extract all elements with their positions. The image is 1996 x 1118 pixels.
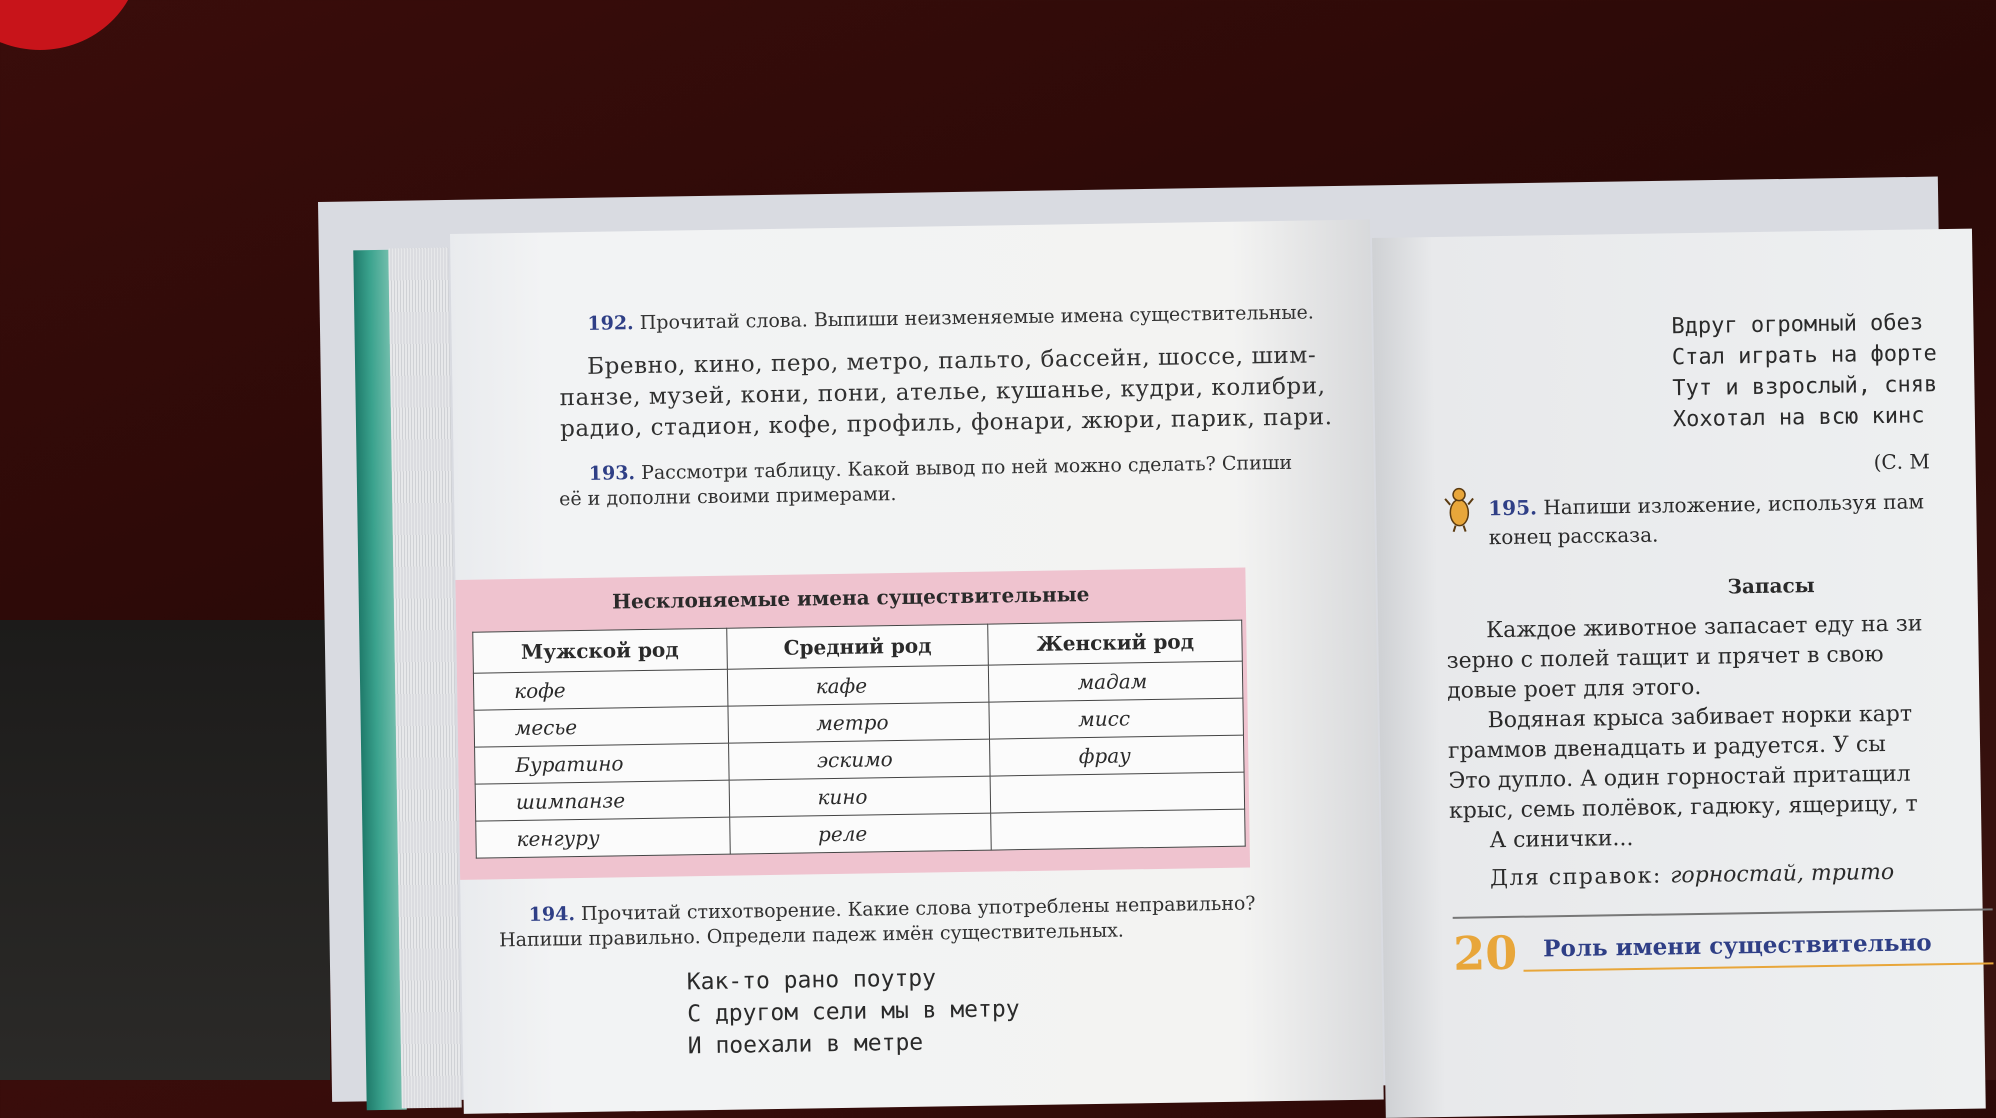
story-line: граммов двенадцать и радуется. У сы <box>1447 731 1886 764</box>
mascot-icon <box>1444 482 1475 532</box>
reference-words: горностай, трито <box>1670 859 1895 889</box>
table-panel <box>455 568 1250 880</box>
ex193-text-line-2: её и дополни своими примерами. <box>559 483 897 511</box>
reference-line <box>1490 858 1894 894</box>
poem-line: Тут и взрослый, сняв <box>1672 372 1938 402</box>
section-divider <box>1453 908 1993 918</box>
left-page <box>450 220 1384 1114</box>
story-line: крыс, семь полёвок, гадюку, ящерицу, т <box>1448 791 1918 824</box>
poem-line: Стал играть на форте <box>1671 341 1937 371</box>
ex195-number: 195. <box>1488 495 1538 521</box>
poem-line: Вдруг огромный обез <box>1671 310 1924 340</box>
story-line: довые роет для этого. <box>1446 674 1702 704</box>
ex195-text-line-2: конец рассказа. <box>1488 522 1659 550</box>
ex192-words-line-2: панзе, музей, кони, пони, ателье, кушанье, кудри, колибри, <box>559 373 1326 412</box>
cell-feminine: мадам <box>989 661 1243 702</box>
cell-neuter: реле <box>729 813 991 854</box>
story-line: А синички... <box>1489 825 1634 854</box>
red-object <box>0 0 140 50</box>
header-feminine: Женский род <box>988 620 1242 665</box>
ex192-words-line-3: радио, стадион, кофе, профиль, фонари, жюри, парик, пари. <box>559 404 1333 443</box>
cell-masculine: месье <box>474 706 728 747</box>
section-number: 20 <box>1452 925 1518 981</box>
nouns-table <box>472 620 1245 859</box>
ex192-words-line-1: Бревно, кино, перо, метро, пальто, бассейн, шоссе, шим- <box>586 342 1317 380</box>
poem-attribution: (С. М <box>1873 449 1931 475</box>
table-title: Несклоняемые имена существительные <box>611 582 1090 614</box>
cell-neuter: метро <box>728 702 990 743</box>
poem-line: Как-то рано поутру <box>686 965 937 996</box>
ex192-words <box>559 340 1333 445</box>
ex193-instruction <box>559 451 1293 512</box>
ex194-number: 194. <box>528 903 576 926</box>
cell-neuter: кафе <box>727 665 989 706</box>
story-line: зерно с полей тащит и прячет в свою <box>1446 642 1884 674</box>
header-masculine: Мужской род <box>473 628 727 673</box>
cell-masculine: кенгуру <box>476 817 730 858</box>
ex192-instruction <box>587 300 1314 336</box>
story-text <box>1446 609 1926 856</box>
poem-line: И поехали в метре <box>687 1029 924 1060</box>
right-poem <box>1671 307 1938 435</box>
cell-neuter: кино <box>729 776 991 817</box>
cell-feminine <box>991 809 1245 850</box>
story-line: Водяная крыса забивает норки карт <box>1487 701 1913 734</box>
section-title: Роль имени существительно <box>1542 929 1932 963</box>
ex194-text-line-2: Напиши правильно. Определи падеж имён существительных. <box>498 919 1125 952</box>
ex193-number: 193. <box>588 462 636 485</box>
ex192-text: Прочитай слова. Выпиши неизменяемые имена существительные. <box>639 301 1315 335</box>
ex194-instruction <box>499 891 1257 953</box>
story-line: Это дупло. А один горностай притащил <box>1448 761 1911 794</box>
cell-feminine <box>991 772 1245 813</box>
ex195-instruction <box>1488 487 1925 552</box>
poem-line: С другом сели мы в метру <box>687 996 1020 1028</box>
story-title: Запасы <box>1727 573 1815 599</box>
cell-neuter: эскимо <box>728 739 990 780</box>
cell-masculine: шимпанзе <box>475 780 729 821</box>
header-neuter: Средний род <box>726 624 989 669</box>
ex194-text-line-1: Прочитай стихотворение. Какие слова употреблены неправильно? <box>580 892 1256 926</box>
cell-masculine: Буратино <box>475 743 729 784</box>
cell-feminine: мисс <box>989 698 1243 739</box>
story-line: Каждое животное запасает еду на зи <box>1485 611 1923 644</box>
right-page <box>1372 229 1986 1118</box>
ex194-poem <box>687 961 1021 1062</box>
ex193-text-line-1: Рассмотри таблицу. Какой вывод по ней можно сделать? Спиши <box>640 451 1293 485</box>
ex192-number: 192. <box>587 312 634 335</box>
poem-line: Хохотал на всю кинс <box>1672 403 1925 433</box>
ex195-text-line-1: Напиши изложение, используя пам <box>1543 489 1925 520</box>
reference-label: Для справок: <box>1489 863 1662 892</box>
cell-feminine: фрау <box>990 735 1244 776</box>
section-title-underline <box>1524 962 1994 971</box>
dark-cloth <box>0 620 330 1080</box>
cell-masculine: кофе <box>473 669 727 710</box>
